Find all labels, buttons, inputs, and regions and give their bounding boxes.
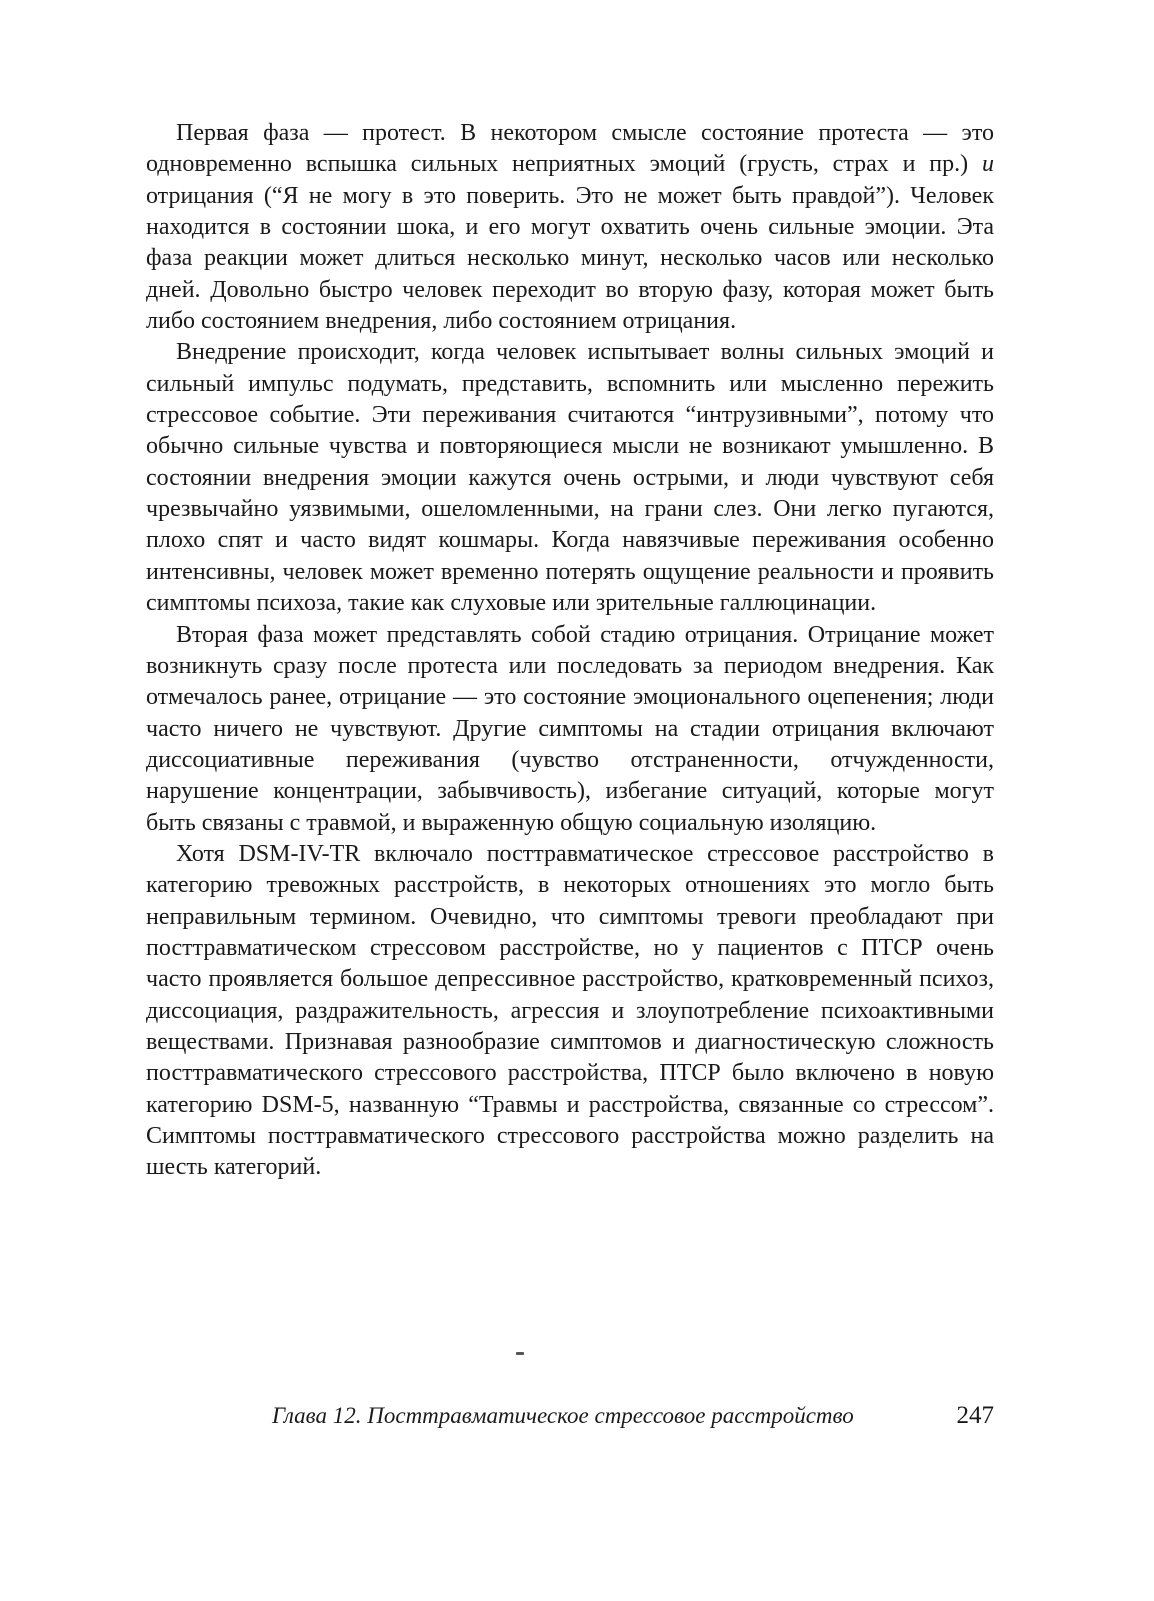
paragraph-protest-phase bbox=[146, 118, 994, 337]
italic-conjunction: и bbox=[982, 151, 994, 178]
body-text bbox=[146, 118, 994, 1184]
paragraph-text-start: Первая фаза — протест. В некотором смысле состояние протеста — это одновременно вспышка сильных неприятных эмоций (грусть, страх и пр.) bbox=[146, 120, 994, 178]
page-number: 247 bbox=[956, 1402, 994, 1429]
page-footer bbox=[272, 1402, 994, 1438]
paragraph-intrusion: Внедрение происходит, когда человек испытывает волны сильных эмоций и сильный импульс подумать, представить, вспомнить или мысленно пережить стрессовое событие. Эти переживания считаются “интрузивными”, потому что обычно сильные чувства и повторяющиеся мысли не возникают умышленно. В состоянии внедрения эмоции кажутся очень острыми, и люди чувствуют себя чрезвычайно уязвимыми, ошеломленными, на грани слез. Они легко пугаются, плохо спят и часто видят кошмары. Когда навязчивые переживания особенно интенсивны, человек может временно потерять ощущение реальности и проявить симптомы психоза, такие как слуховые или зрительные галлюцинации. bbox=[146, 339, 994, 617]
running-title: Глава 12. Посттравматическое стрессовое расстройство bbox=[272, 1403, 854, 1428]
paragraph-dsm-classification: Хотя DSM-IV-TR включало посттравматическое стрессовое расстройство в категорию тревожных расстройств, в некоторых отношениях это могло быть неправильным термином. Очевидно, что симптомы тревоги преобладают при посттравматическом стрессовом расстройстве, но у пациентов с ПТСР очень часто проявляется большое депрессивное расстройство, кратковременный психоз, диссоциация, раздражительность, агрессия и злоупотребление психоактивными веществами. Признавая разнообразие симптомов и диагностическую сложность посттравматического стрессового расстройства, ПТСР было включено в новую категорию DSM-5, названную “Травмы и расстройства, связанные со стрессом”. Симптомы посттравматического стрессового расстройства можно разделить на шесть категорий. bbox=[146, 840, 994, 1181]
print-mark bbox=[516, 1352, 524, 1355]
paragraph-text-end: отрицания (“Я не могу в это поверить. Это не может быть правдой”). Человек находится в состоянии шока, и его могут охватить очень сильные эмоции. Эта фаза реакции может длиться несколько минут, несколько часов или несколько дней. Довольно быстро человек переходит во вторую фазу, которая может быть либо состоянием внедрения, либо состоянием отрицания. bbox=[146, 182, 994, 335]
paragraph-denial-phase: Вторая фаза может представлять собой стадию отрицания. Отрицание может возникнуть сразу после протеста или последовать за периодом внедрения. Как отмечалось ранее, отрицание — это состояние эмоционального оцепенения; люди часто ничего не чувствуют. Другие симптомы на стадии отрицания включают диссоциативные переживания (чувство отстраненности, отчужденности, нарушение концентрации, забывчивость), избегание ситуаций, которые могут быть связаны с травмой, и выраженную общую социальную изоляцию. bbox=[146, 621, 994, 836]
